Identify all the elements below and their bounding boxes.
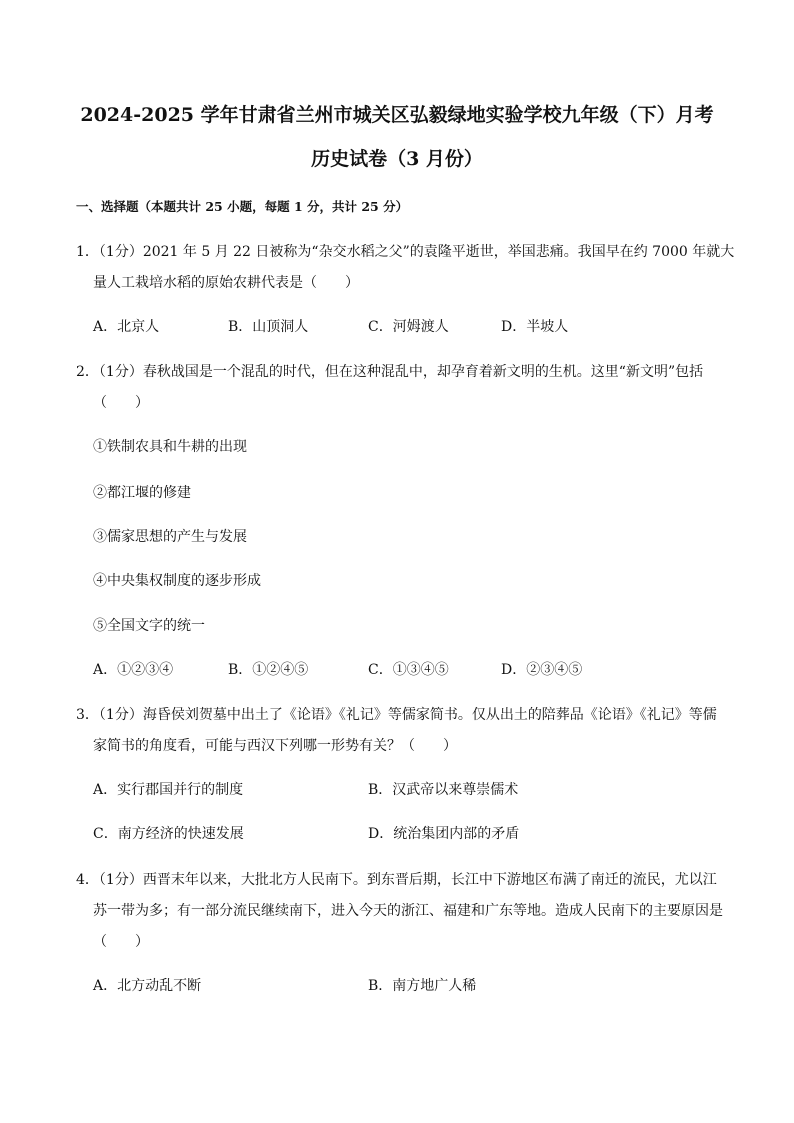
question-4-option-b[interactable]: B．南方地广人稀 xyxy=(368,978,477,994)
question-1-option-c[interactable]: C．河姆渡人 xyxy=(368,319,449,335)
exam-title-line2: 历史试卷（3 月份） xyxy=(311,148,483,170)
question-2-statement-2: ②都江堰的修建 xyxy=(93,485,191,501)
question-2-statement-1: ①铁制农具和牛耕的出现 xyxy=(93,439,247,455)
question-2-statement-4: ④中央集权制度的逐步形成 xyxy=(93,573,261,589)
question-3-option-c[interactable]: C．南方经济的快速发展 xyxy=(93,826,244,842)
question-3-option-d[interactable]: D．统治集团内部的矛盾 xyxy=(368,826,520,842)
question-2-option-b[interactable]: B．①②④⑤ xyxy=(228,662,309,678)
question-3-option-b[interactable]: B．汉武帝以来尊崇儒术 xyxy=(368,782,519,798)
question-2-option-a[interactable]: A．①②③④ xyxy=(93,662,174,678)
question-4-text-line3: （ ） xyxy=(93,934,149,950)
question-1-option-b[interactable]: B．山顶洞人 xyxy=(228,319,309,335)
question-2-option-c[interactable]: C．①③④⑤ xyxy=(368,662,449,678)
section-heading: 一、选择题（本题共计 25 小题，每题 1 分，共计 25 分） xyxy=(76,199,409,214)
question-2-text-line1: 2．（1分）春秋战国是一个混乱的时代，但在这种混乱中，却孕育着新文明的生机。这里“新文明”包括 xyxy=(76,364,704,380)
question-1-text-line1: 1．（1分）2021 年 5 月 22 日被称为“杂交水稻之父”的袁隆平逝世，举国悲痛。我国早在约 7000 年就大 xyxy=(76,244,735,260)
question-1-option-d[interactable]: D．半坡人 xyxy=(501,319,569,335)
question-3-text-line2: 家简书的角度看，可能与西汉下列哪一形势有关？（ ） xyxy=(93,738,457,754)
question-4-option-a[interactable]: A．北方动乱不断 xyxy=(93,978,202,994)
question-4-text-line2: 苏一带为多；有一部分流民继续南下，进入今天的浙江、福建和广东等地。造成人民南下的主要原因是 xyxy=(93,903,723,919)
question-2-option-d[interactable]: D．②③④⑤ xyxy=(501,662,583,678)
question-1-text-line2: 量人工栽培水稻的原始农耕代表是（ ） xyxy=(93,275,359,291)
question-2-statement-5: ⑤全国文字的统一 xyxy=(93,618,205,634)
question-3-text-line1: 3．（1分）海昏侯刘贺墓中出土了《论语》《礼记》等儒家简书。仅从出土的陪葬品《论语》《礼记》等儒 xyxy=(76,707,717,723)
exam-title-line1: 2024-2025 学年甘肃省兰州市城关区弘毅绿地实验学校九年级（下）月考 xyxy=(80,104,714,126)
question-2-statement-3: ③儒家思想的产生与发展 xyxy=(93,529,247,545)
question-4-text-line1: 4．（1分）西晋末年以来，大批北方人民南下。到东晋后期，长江中下游地区布满了南迁的流民，尤以江 xyxy=(76,872,717,888)
question-1-option-a[interactable]: A．北京人 xyxy=(93,319,160,335)
question-2-text-line2: （ ） xyxy=(93,395,149,411)
question-3-option-a[interactable]: A．实行郡国并行的制度 xyxy=(93,782,244,798)
